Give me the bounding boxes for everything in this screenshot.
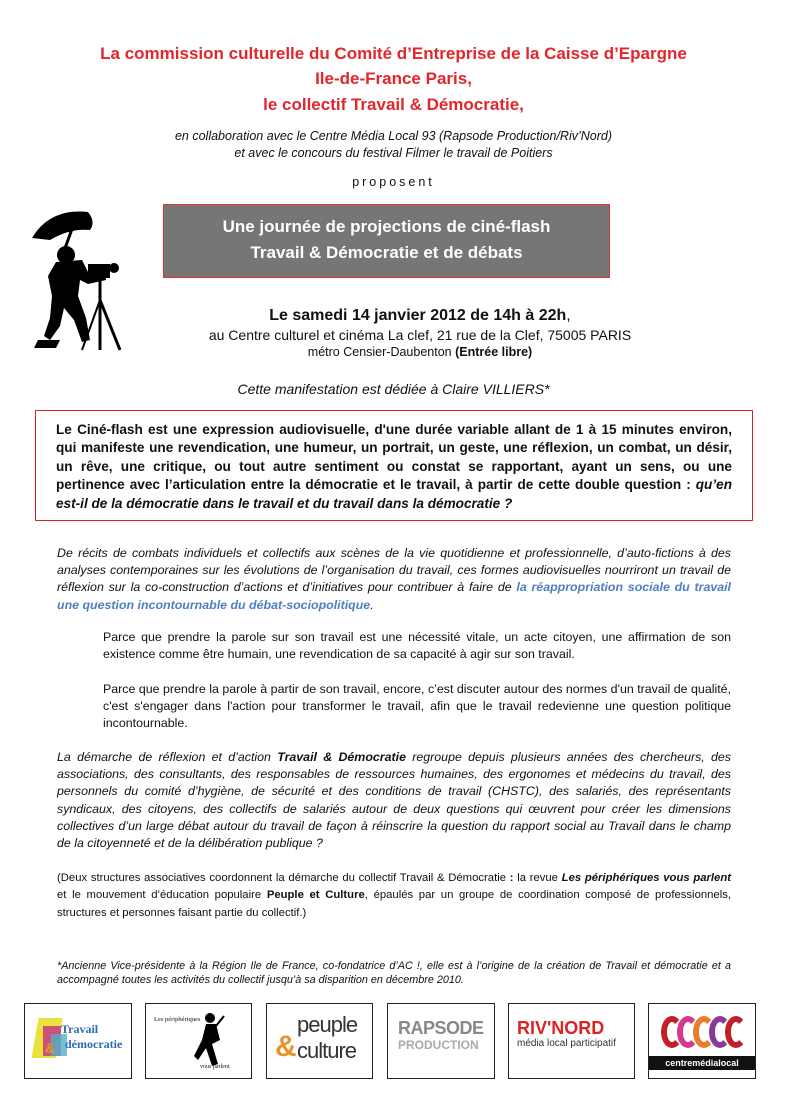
td-logo-line2: démocratie: [65, 1037, 123, 1051]
dedication: Cette manifestation est dédiée à Claire VILLIERS*: [237, 381, 550, 397]
demarche-bold: Travail & Démocratie: [277, 750, 406, 764]
structures-mid: la revue: [513, 872, 562, 884]
definition-question: qu’en est-il de la démocratie dans le travail et du travail dans la démocratie ?: [56, 477, 732, 511]
paragraph-structures: [57, 870, 731, 922]
td-logo-line1: Travail: [61, 1022, 99, 1036]
paragraph-intro: [57, 545, 731, 614]
structures-peuple: Peuple et Culture: [266, 889, 365, 902]
logo-peuple-culture: [266, 1003, 373, 1079]
footnote: *Ancienne Vice-présidente à la Région Ile de France, co-fondatrice d’AC !, elle est à l’origine de la création de Travail et démocratie et a accompagné toutes les activités du collectif jusqu’à sa disparition en décembre 2010.: [57, 960, 731, 986]
structures-start: (Deux structures associatives coordonnent la démarche du collectif Travail & Démocratie: [57, 872, 510, 884]
pc-logo-amp: &: [275, 1030, 297, 1063]
structures-colon: :: [509, 872, 514, 884]
collaboration-line-2: et avec le concours du festival Filmer le travail de Poitiers: [234, 146, 553, 160]
logo-riv-nord: [508, 1003, 635, 1079]
metro-text: métro Censier-Daubenton: [307, 345, 456, 359]
event-place: au Centre culturel et cinéma La clef, 21 rue de la Clef, 75005 PARIS: [208, 327, 632, 343]
event-info: [120, 306, 720, 361]
intro-highlight: la réappropriation sociale du travail une question incontournable du débat-sociopolitique: [57, 580, 731, 612]
event-date: [120, 306, 720, 326]
paragraph-parole-2: Parce que prendre la parole à partir de son travail, encore, c’est discuter autour des normes d'un travail de qualité, c'est s'engager dans l'action pour transformer le travail, afin que le travail redevienne une question politique incontournable.: [103, 682, 731, 731]
logo-les-peripheriques: [145, 1003, 252, 1079]
periph-logo-top: Les périphériques: [154, 1016, 201, 1023]
structures-revue: Les périphériques vous parlent: [561, 872, 732, 884]
intro-text: De récits de combats individuels et collectifs aux scènes de la vie quotidienne et professionnelle, d’auto-fictions à des analyses contemporaines sur les évolutions de l’organisation du travail, ces formes audiovisuelles nourriront un travail de réflexion sur la co-construction d’actions et d’initiatives pour contribuer à faire de: [57, 546, 731, 595]
header-line-3: le collectif Travail & Démocratie,: [263, 95, 524, 114]
event-date-text: Le samedi 14 janvier 2012 de 14h à 22h: [269, 307, 567, 324]
cml-circles-icon: [661, 1016, 745, 1050]
event-title-line-1: Une journée de projections de ciné-flash: [222, 217, 551, 236]
event-title-line-2: Travail & Démocratie et de débats: [250, 243, 523, 262]
header-line-1: La commission culturelle du Comité d’Entreprise de la Caisse d’Epargne: [100, 44, 687, 63]
demarche-start: La démarche de réflexion et d’action: [57, 750, 278, 764]
rapsode-logo-bottom: PRODUCTION: [398, 1038, 479, 1052]
logo-travail-democratie: [24, 1003, 132, 1079]
td-logo-amp: &: [45, 1040, 56, 1056]
periph-logo-bottom: vous parlent: [200, 1064, 230, 1070]
demarche-rest: regroupe depuis plusieurs années des chercheurs, des associations, des consultants, des responsables de ressources humaines, des ergonomes et médecins du travail, des personnels du comité d’hygiène, de sécurité et des conditions de travail (CHSTC), des salariés, des représentants syndicaux, des citoyens, des collectifs de salariés autour de deux questions qui œuvrent pour créer les dimensions collectives d’un large débat autour du travail de façon à réinscrire la question du rapport social au Travail dans le champ de la citoyenneté et de la délibération publique ?: [57, 750, 731, 851]
pc-logo-top: peuple: [297, 1012, 358, 1037]
definition-body: Le Ciné-flash est une expression audiovisuelle, d'une durée variable allant de 1 à 15 minutes environ, qui manifeste une revendication, une humeur, un portrait, un geste, une réflexion, un combat, un désir, un rêve, une critique, ou tout autre sentiment ou constat se rapportant, ayant un sens, ou une pertinence avec l’articulation entre la démocratie et le travail, à partir de cette double question :: [56, 422, 732, 493]
event-date-comma: ,: [566, 307, 571, 324]
cameraman-silhouette-icon: [30, 200, 130, 360]
rivnord-logo-bottom: média local participatif: [517, 1038, 616, 1049]
structures-end: , épaulés par un groupe de coordination composé de professionnels, structures et personnes faisant partie du collectif.): [57, 889, 731, 919]
structures-mid2: et le mouvement d’éducation populaire: [57, 889, 267, 902]
logo-rapsode: [387, 1003, 495, 1079]
collaboration-line-1: en collaboration avec le Centre Média Local 93 (Rapsode Production/Riv’Nord): [174, 129, 613, 143]
header-line-2: Ile-de-France Paris,: [315, 69, 472, 88]
proposent-label: proposent: [352, 175, 435, 189]
paragraph-parole-1: Parce que prendre la parole sur son travail est une nécessité vitale, un acte citoyen, une affirmation de son existence comme être humain, une revendication de sa capacité à agir sur son travail.: [103, 630, 731, 662]
rapsode-logo-top: RAPSODE: [398, 1018, 484, 1038]
rivnord-logo-top: RIV'NORD: [517, 1018, 605, 1038]
paragraph-demarche: [57, 749, 731, 852]
cine-flash-definition-box: [35, 410, 753, 521]
event-metro: [120, 344, 720, 361]
intro-end: .: [370, 597, 374, 612]
entry-free: (Entrée libre): [455, 345, 533, 359]
pc-logo-bottom: culture: [297, 1038, 357, 1063]
definition-text: [56, 421, 732, 513]
cml-logo-text: centremédialocal: [649, 1056, 755, 1070]
event-title-box: [163, 204, 610, 278]
dancer-silhouette-icon: [188, 1010, 226, 1072]
logo-centre-media-local: [648, 1003, 756, 1079]
